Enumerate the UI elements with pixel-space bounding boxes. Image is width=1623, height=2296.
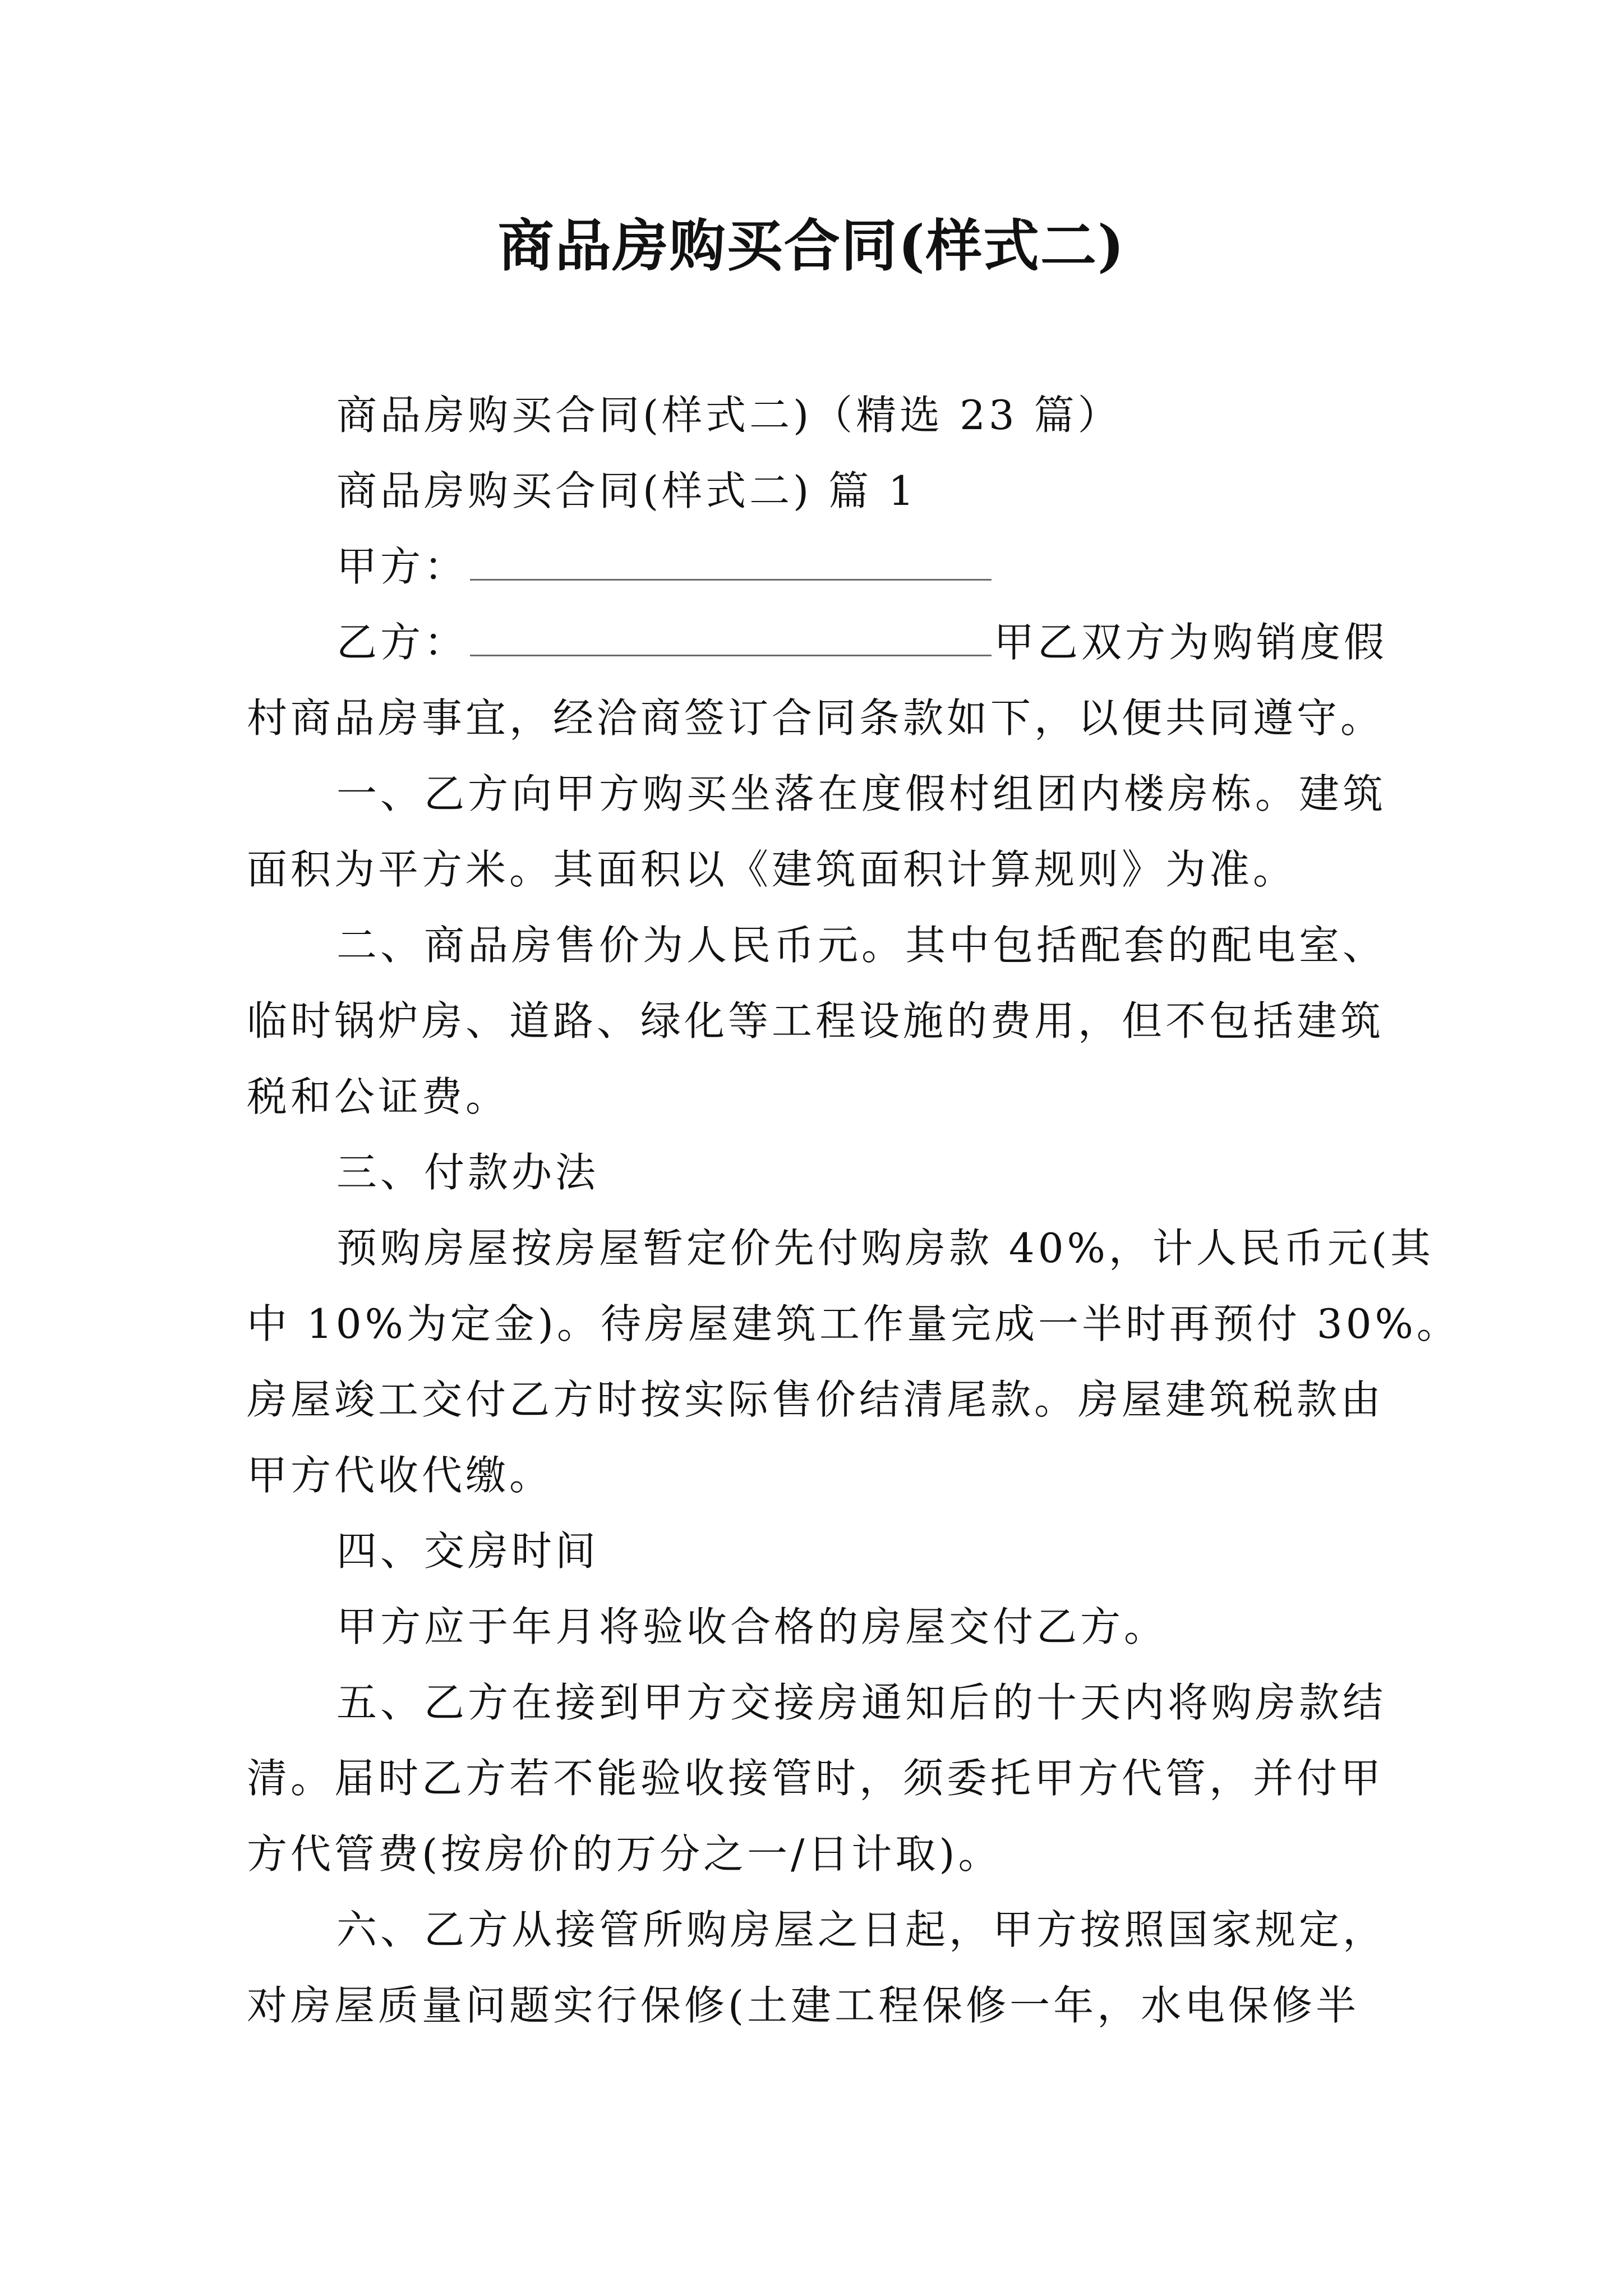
body-line: 预购房屋按房屋暂定价先付购房款 40%，计人民币元(其 [336,1225,1435,1272]
document-title: 商品房购买合同(样式二) [497,213,1126,279]
section-heading: 四、交房时间 [336,1527,600,1575]
body-line: 二、商品房售价为人民币元。其中包括配套的配电室、 [336,922,1387,969]
body-line: 临时锅炉房、道路、绿化等工程设施的费用，但不包括建筑 [247,997,1385,1045]
collection-heading: 商品房购买合同(样式二)（精选 23 篇） [336,392,1122,439]
body-line: 对房屋质量问题实行保修(土建工程保修一年，水电保修半 [247,1982,1360,2029]
body-line: 税和公证费。 [247,1073,510,1120]
body-line: 中 10%为定金)。待房屋建筑工作量完成一半时再预付 30%。 [247,1300,1460,1347]
body-line: 清。届时乙方若不能验收接管时，须委托甲方代管，并付甲 [247,1755,1385,1802]
party-a-line [336,539,994,595]
party-a-blank [470,545,992,581]
part-heading: 商品房购买合同(样式二) 篇 1 [336,467,917,514]
body-line: 房屋竣工交付乙方时按实际售价结清尾款。房屋建筑税款由 [247,1376,1385,1423]
body-line: 面积为平方米。其面积以《建筑面积计算规则》为准。 [247,846,1297,893]
party-b-blank [470,621,992,656]
body-line: 方代管费(按房价的万分之一/日计取)。 [247,1830,1002,1878]
body-line: 一、乙方向甲方购买坐落在度假村组团内楼房栋。建筑 [336,770,1387,817]
body-line: 甲方应于年月将验收合格的房屋交付乙方。 [336,1603,1168,1650]
party-a-label: 甲方： [336,543,468,590]
party-b-line [336,614,1387,670]
body-line: 甲方代收代缴。 [247,1452,554,1499]
party-b-tail: 甲乙双方为购销度假 [994,619,1388,666]
body-line: 村商品房事宜，经洽商签订合同条款如下，以便共同遵守。 [247,694,1385,742]
party-b-label: 乙方： [336,619,468,666]
section-heading: 三、付款办法 [336,1149,600,1196]
body-line: 六、乙方从接管所购房屋之日起，甲方按照国家规定， [336,1906,1387,1953]
body-line: 五、乙方在接到甲方交接房通知后的十天内将购房款结 [336,1679,1387,1726]
